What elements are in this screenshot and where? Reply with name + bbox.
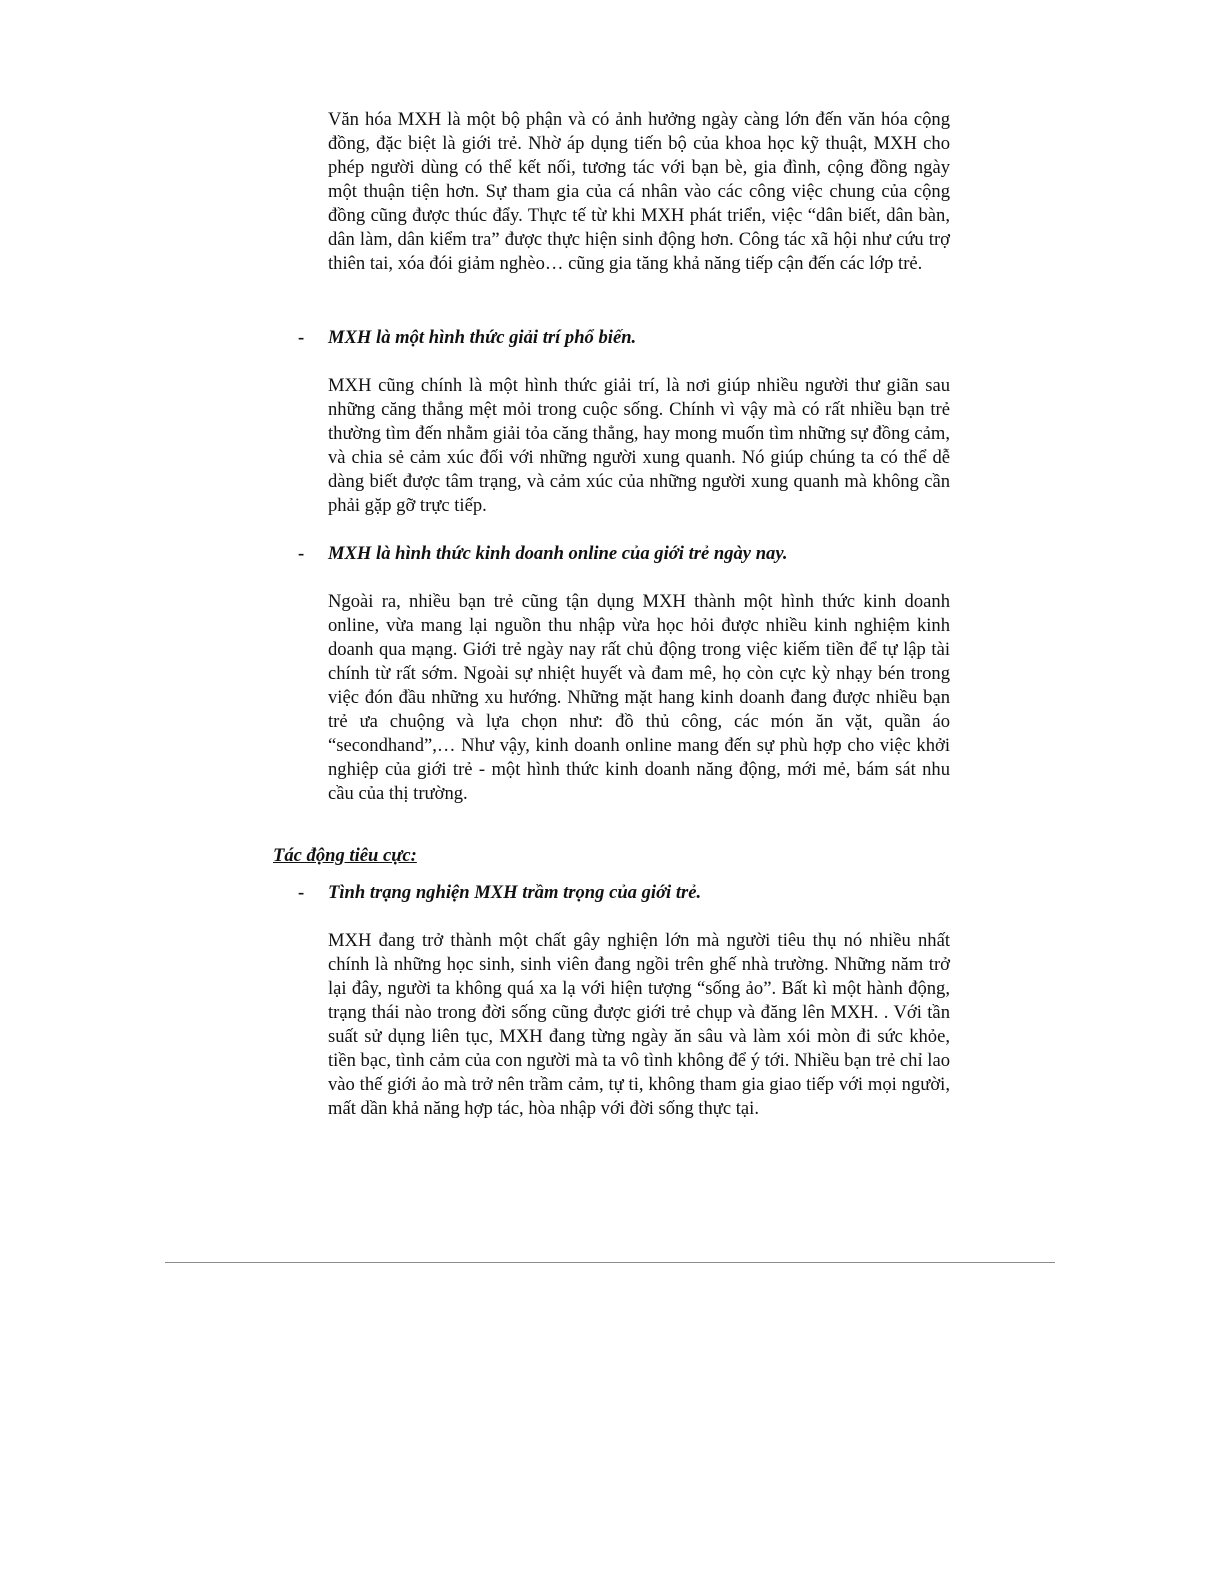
paragraph-addiction: MXH đang trở thành một chất gây nghiện lớn mà người tiêu thụ nó nhiều nhất chính là những học sinh, sinh viên đang ngồi trên ghế nhà trường. Những năm trở lại đây, người ta không quá xa lạ với hiện tượng “sống ảo”. Bất kì một hành động, trạng thái nào trong đời sống cũng được giới trẻ chụp và đăng lên MXH. . Với tần suất sử dụng liên tục, MXH đang từng ngày ăn sâu và làm xói mòn đi sức khỏe, tiền bạc, tình cảm của con người mà ta vô tình không để ý tới. Nhiều bạn trẻ chỉ lao vào thế giới ảo mà trở nên trầm cảm, tự ti, không tham gia giao tiếp với mọi người, mất dần khả năng hợp tác, hòa nhập với đời sống thực tại. <box>328 930 950 1119</box>
paragraph-online-business: Ngoài ra, nhiều bạn trẻ cũng tận dụng MXH thành một hình thức kinh doanh online, vừa mang lại nguồn thu nhập vừa học hỏi được nhiều kinh nghiệm kinh doanh qua mạng. Giới trẻ ngày nay rất chủ động trong việc kiếm tiền để tự lập tài chính từ rất sớm. Ngoài sự nhiệt huyết và đam mê, họ còn cực kỳ nhạy bén trong việc đón đầu những xu hướng. Những mặt hang kinh doanh đang được nhiều bạn trẻ ưa chuộng và lựa chọn như: đồ thủ công, các món ăn vặt, quần áo “secondhand”,… Như vậy, kinh doanh online mang đến sự phù hợp cho việc khởi nghiệp của giới trẻ - một hình thức kinh doanh năng động, mới mẻ, bám sát nhu cầu của thị trường. <box>328 591 950 804</box>
section-heading-negative-impact: Tác động tiêu cực: <box>273 845 417 866</box>
paragraph-social-culture: Văn hóa MXH là một bộ phận và có ảnh hưởng ngày càng lớn đến văn hóa cộng đồng, đặc biệt là giới trẻ. Nhờ áp dụng tiến bộ của khoa học kỹ thuật, MXH cho phép người dùng có thể kết nối, tương tác với bạn bè, gia đình, cộng đồng ngày một thuận tiện hơn. Sự tham gia của cá nhân vào các công việc chung của cộng đồng cũng được thúc đẩy. Thực tế từ khi MXH phát triển, việc “dân biết, dân bàn, dân làm, dân kiểm tra” được thực hiện sinh động hơn. Công tác xã hội như cứu trợ thiên tai, xóa đói giảm nghèo… cũng gia tăng khả năng tiếp cận đến các lớp trẻ. <box>328 109 950 274</box>
bullet-addiction-text: Tình trạng nghiện MXH trầm trọng của giới trẻ. <box>328 882 702 903</box>
paragraph-entertainment: MXH cũng chính là một hình thức giải trí, là nơi giúp nhiều người thư giãn sau những căng thẳng mệt mỏi trong cuộc sống. Chính vì vậy mà có rất nhiều bạn trẻ thường tìm đến nhằm giải tỏa căng thẳng, hay mong muốn tìm những sự đồng cảm, và chia sẻ cảm xúc đối với những người xung quanh. Nó giúp chúng ta có thể dễ dàng biết được tâm trạng, và cảm xúc của những người xung quanh mà không cần phải gặp gỡ trực tiếp. <box>328 375 950 516</box>
footer-divider <box>165 1262 1055 1263</box>
bullet-addiction <box>298 881 958 905</box>
bullet-online-business-text: MXH là hình thức kinh doanh online của giới trẻ ngày nay. <box>328 543 788 564</box>
bullet-dash: - <box>298 543 305 564</box>
bullet-online-business <box>298 542 958 566</box>
bullet-entertainment <box>298 326 958 350</box>
bullet-dash: - <box>298 327 305 348</box>
bullet-entertainment-text: MXH là một hình thức giải trí phổ biến. <box>328 327 637 348</box>
bullet-dash: - <box>298 882 305 903</box>
